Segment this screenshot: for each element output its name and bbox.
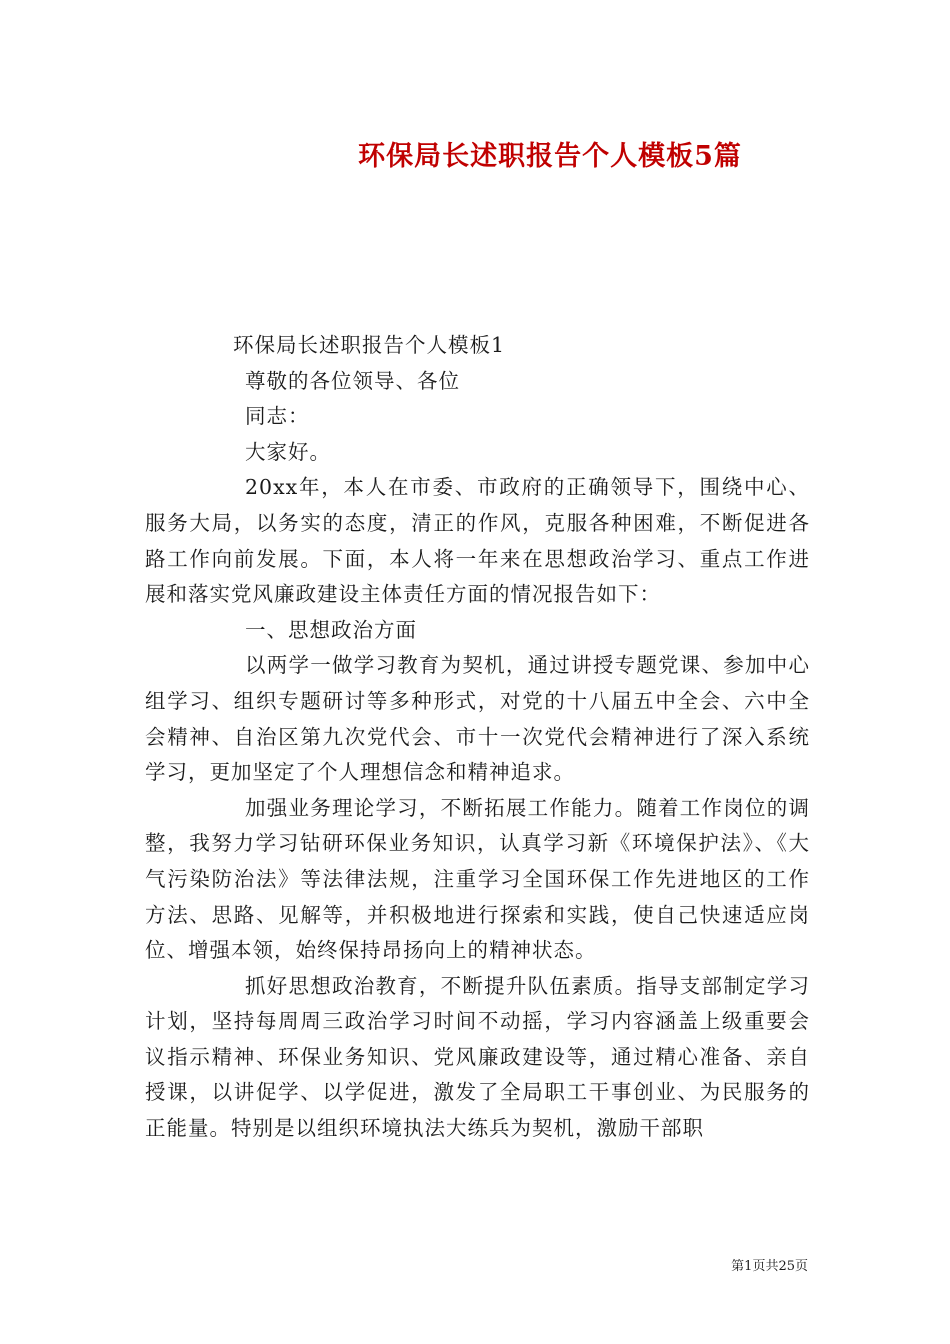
section-subtitle: 环保局长述职报告个人模板1	[233, 333, 506, 357]
document-title: 环保局长述职报告个人模板5篇	[358, 141, 742, 172]
paragraph-study-education: 以两学一做学习教育为契机，通过讲授专题党课、参加中心组学习、组织专题研讨等多种形式，对党的十八届五中全会、六中全会精神、自治区第九次党代会、市十一次党代会精神进行了深入系统学习，更加坚定了个人理想信念和精神追求。	[145, 653, 810, 785]
greeting-line-2: 同志：	[245, 404, 310, 429]
greeting-line-3: 大家好。	[245, 439, 331, 464]
paragraph-intro: 20xx年，本人在市委、市政府的正确领导下，围绕中心、服务大局，以务实的态度，清正的作风，克服各种困难，不断促进各路工作向前发展。下面，本人将一年来在思想政治学习、重点工作进展和落实党风廉政建设主体责任方面的情况报告如下：	[145, 475, 810, 607]
paragraph-political-education: 抓好思想政治教育，不断提升队伍素质。指导支部制定学习计划，坚持每周周三政治学习时间不动摇，学习内容涵盖上级重要会议指示精神、环保业务知识、党风廉政建设等，通过精心准备、亲自授课，以讲促学、以学促进，激发了全局职工干事创业、为民服务的正能量。特别是以组织环境执法大练兵为契机，激励干部职	[145, 973, 810, 1141]
section-heading-ideology: 一、思想政治方面	[245, 617, 417, 642]
page-number: 第1页共25页	[731, 1259, 808, 1274]
greeting-line-1: 尊敬的各位领导、各位	[245, 368, 460, 393]
paragraph-business-theory: 加强业务理论学习，不断拓展工作能力。随着工作岗位的调整，我努力学习钻研环保业务知识，认真学习新《环境保护法》、《大气污染防治法》等法律法规，注重学习全国环保工作先进地区的工作方法、思路、见解等，并积极地进行探索和实践，使自己快速适应岗位、增强本领，始终保持昂扬向上的精神状态。	[145, 795, 810, 963]
document-body	[145, 328, 810, 1147]
